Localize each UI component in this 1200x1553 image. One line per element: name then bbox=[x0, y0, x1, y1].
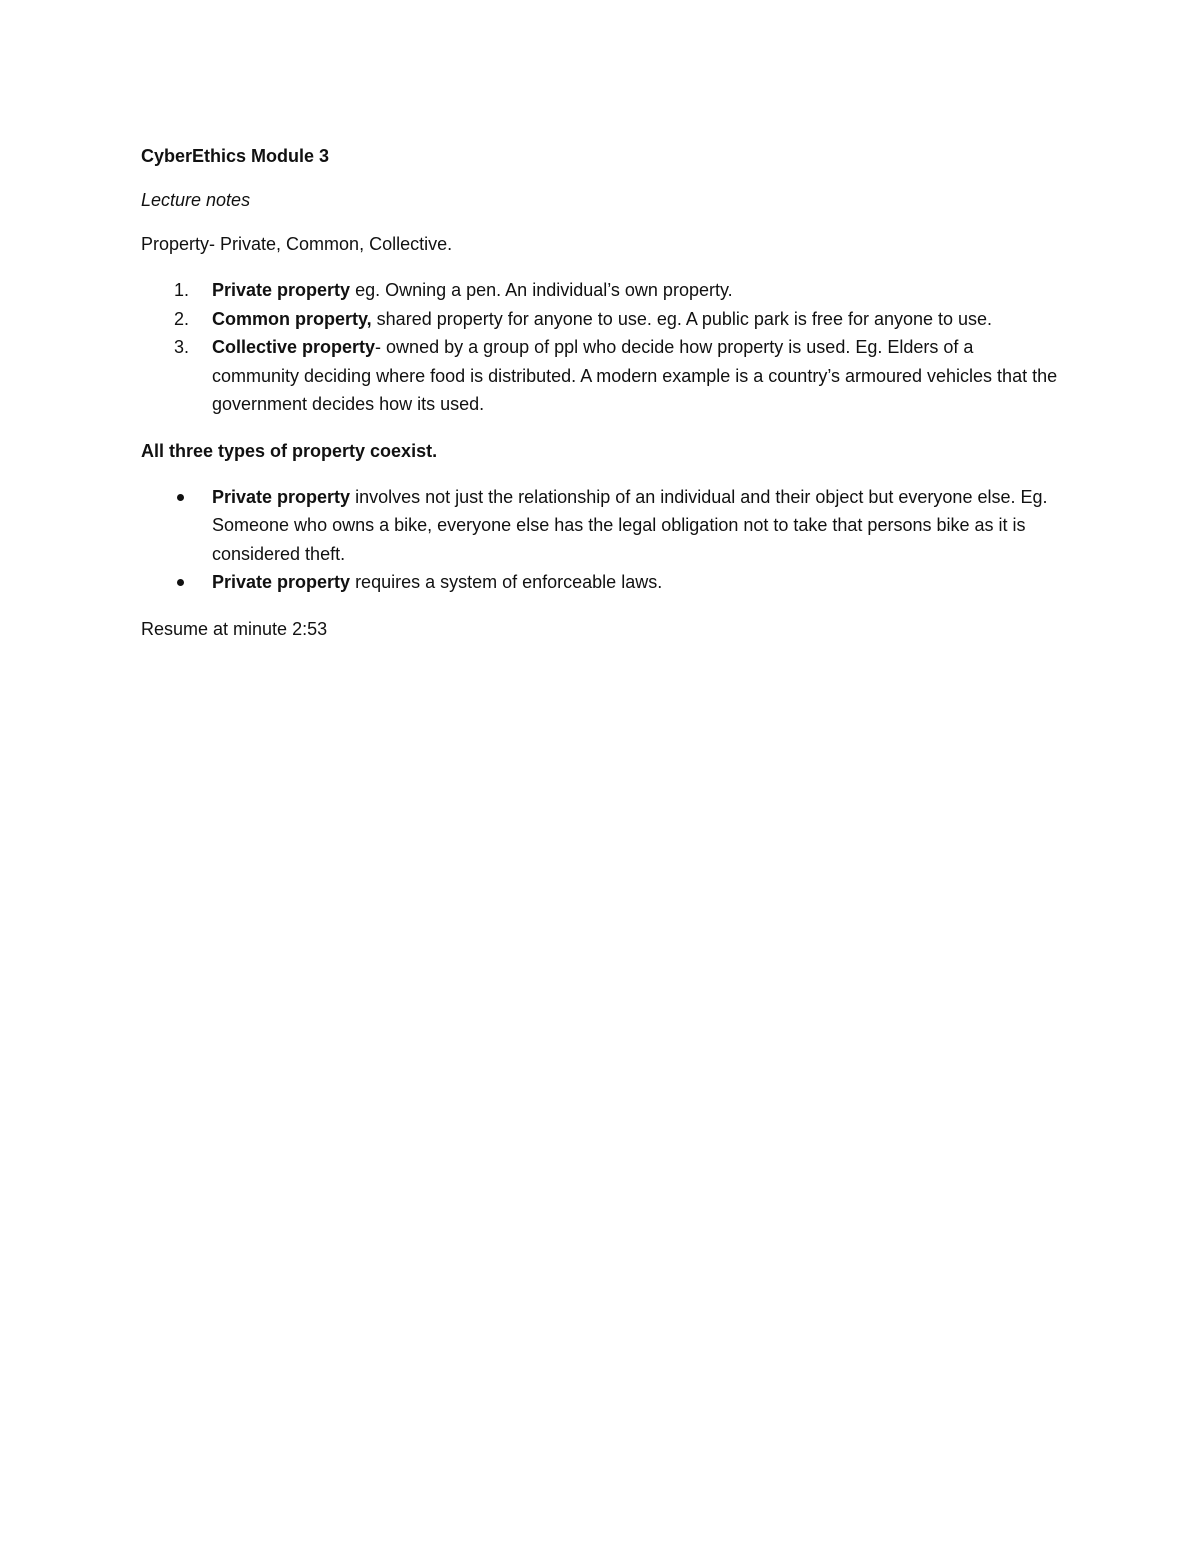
list-term: Collective property bbox=[212, 337, 376, 357]
list-term: Private property bbox=[212, 572, 351, 592]
section-heading: All three types of property coexist. bbox=[141, 440, 438, 461]
list-text: involves not just the relationship of an individual and their object but everyone else. Eg. Someone who owns a bike, everyone else has the legal obligation not to take that persons bike as it is considered theft. bbox=[212, 486, 1048, 564]
list-term: Private property bbox=[212, 280, 351, 300]
list-item bbox=[141, 276, 1061, 305]
document-subtitle: Lecture notes bbox=[141, 190, 251, 210]
list-term: Private property bbox=[212, 486, 351, 507]
list-text: eg. Owning a pen. An individual’s own property. bbox=[350, 280, 733, 300]
list-text: requires a system of enforceable laws. bbox=[350, 572, 663, 592]
list-item bbox=[141, 333, 1061, 419]
list-number: 2. bbox=[174, 308, 190, 329]
document-body bbox=[141, 144, 1061, 661]
list-item bbox=[141, 568, 1061, 597]
list-text: - owned by a group of ppl who decide how property is used. Eg. Elders of a community deciding where food is distributed. A modern example is a country’s armoured vehicles that the government decides how its used. bbox=[212, 337, 1058, 414]
list-text: shared property for anyone to use. eg. A public park is free for anyone to use. bbox=[371, 308, 993, 329]
list-term: Common property, bbox=[212, 308, 372, 329]
document-title: CyberEthics Module 3 bbox=[141, 146, 330, 166]
bullet-icon bbox=[177, 579, 184, 586]
bullet-icon bbox=[177, 494, 184, 501]
list-number: 3. bbox=[174, 337, 190, 357]
bullet-list bbox=[141, 483, 1061, 597]
footer-note: Resume at minute 2:53 bbox=[141, 618, 328, 639]
list-item bbox=[141, 483, 1061, 569]
intro-paragraph: Property- Private, Common, Collective. bbox=[141, 234, 453, 254]
list-item bbox=[141, 305, 1061, 334]
list-number: 1. bbox=[174, 280, 190, 300]
numbered-list bbox=[141, 276, 1061, 419]
